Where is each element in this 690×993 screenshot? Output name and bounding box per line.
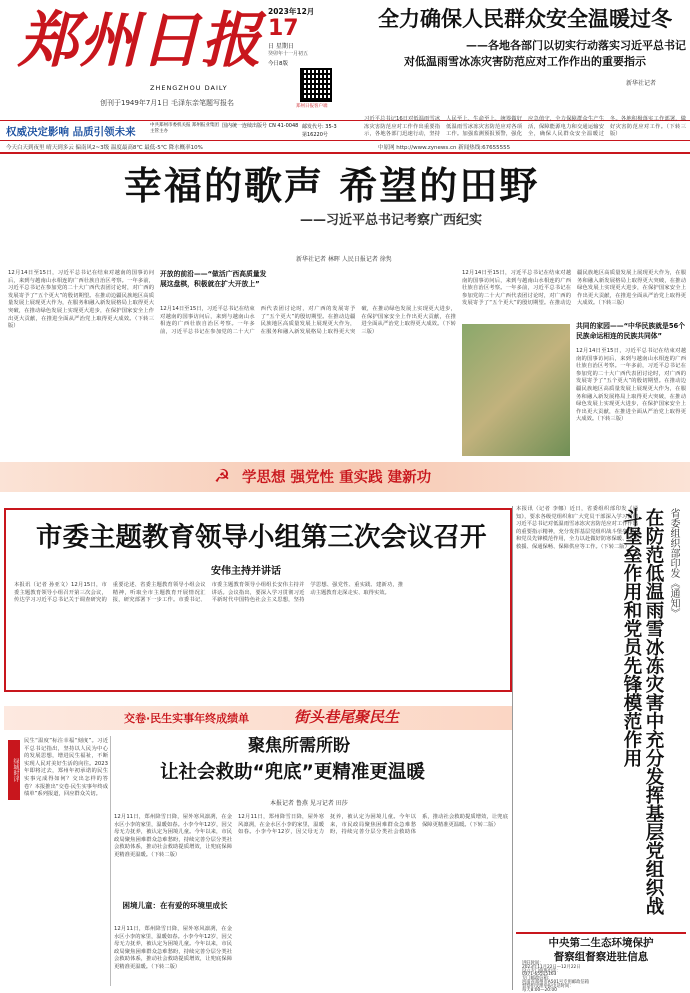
inspection-line-7: 督察组受理举报电话时间：: [522, 983, 574, 989]
feature-photo: [462, 324, 570, 456]
side-comment-kicker: 绿城时评: [8, 740, 20, 800]
divider: [512, 506, 513, 990]
meeting-body: 本报讯（记者 孙亚文）12月15日，市委主题教育领导小组召开第三次会议，传达学习习近平总书记关于调查研究的重要论述、省委主题教育领导小组会议精神，听取全市主题教育开展情况汇报，研究部署下一步工作。市委书记、市委主题教育领导小组组长安伟主持并讲话。会议指出，要深入学习贯彻习近平新时代中国特色社会主义思想，坚持学思想、强党性、重实践、建新功，推动主题教育走深走实、取得实效。: [14, 582, 404, 604]
lead-headline: 全力确保人民群众安全温暖过冬: [378, 7, 672, 31]
livelihood-body-1: 12月11日，郑州降雪日降，屋外寒风凛冽，在金水区小李的家里，温暖如春。小李今年12岁，因父母无力抚养，被认定为困境儿童。今年以来，市民政局聚焦困难群众急难愁盼，持续完善分层分类社会救助体系，推动社会救助提质增效，让兜底保障更精准更温暖。（下转二版）: [114, 814, 232, 858]
qr-code-icon: [300, 68, 332, 102]
feature-body-right-top: 12月14日至15日，习近平总书记在结束对越南的国事访问后，来到与越南山水相连的广西壮族自治区考察。一年多前，习近平总书记在参加党的二十大广西代表团讨论时，对广西的发展寄予了“五个更大”的殷切期望。在推动边疆民族地区高质量发展上展现更大作为，在服务和融入新发展格局上取得更大突破，在推动绿色发展上实现更大进步，在保护国家安全上作出更大贡献，在推进全面从严治党上取得更大成效。（下转三版）: [462, 270, 686, 307]
meeting-story: [4, 508, 512, 692]
lead-body: 习近平总书记16日对低温雨雪冰冻灾害防范应对工作作出重要指示，各地各部门迅速行动，坚持人民至上、生命至上，统筹做好低温雨雪冰冻灾害防范应对各项工作。加强监测预报预警，强化应急值守，全力保障群众生产生活，保障能源电力和交通运输安全，确保人民群众安全温暖过冬。各地积极落实工作部署，做好灾害防范应对工作。（下转三版）: [364, 116, 686, 138]
inspection-line-3: 设立专门值班电话：: [522, 968, 561, 974]
masthead-founded: 创刊于1949年7月1日 毛泽东亲笔题写报名: [100, 99, 234, 107]
inspection-line-2: 2023年11月22日—12月22日: [522, 964, 581, 970]
masthead-title: 郑州日报: [18, 6, 262, 76]
livelihood-body-3: 12月11日，郑州降雪日降，屋外寒风凛冽，在金水区小李的家里，温暖如春。小李今年12岁，因父母无力抚养，被认定为困境儿童。今年以来，市民政局聚焦困难群众急难愁盼，持续完善分层分类社会救助体系，推动社会救助提质增效，让兜底保障更精准更温暖。（下转二版）: [238, 814, 508, 836]
divider: [110, 736, 111, 986]
feature-subhead: ——习近平总书记考察广西纪实: [300, 213, 483, 228]
inspection-headline-2: 督察组督察进驻信息: [553, 951, 649, 963]
qr-caption: 郑州日报客户端: [296, 104, 328, 109]
theme-banner: [0, 462, 690, 492]
right-col-body: 本报讯（记者 李娜）近日，省委组织部印发《通知》，要求各级党组织和广大党员干部深入学习贯彻习近平总书记对低温雨雪冰冻灾害防范应对工作作出的重要指示精神，充分发挥基层党组织战斗堡垒作用和党员先锋模范作用，全力以赴做好防寒保暖、应急救援、保通保畅、保障供应等工作。（下转二版）: [516, 506, 638, 550]
livelihood-section: 困境儿童：在有爱的环境里成长: [122, 901, 228, 910]
date-day: 17: [268, 16, 299, 41]
feature-headline: 幸福的歌声 希望的田野: [124, 164, 540, 208]
meeting-subhead: 安伟主持并讲话: [211, 566, 281, 577]
inspection-line-6: 河南省郑州市A501号专用邮政信箱: [522, 979, 589, 985]
right-col-kicker: 省委组织部印发《通知》: [668, 508, 679, 618]
inspection-line-1: 进驻时间：: [522, 961, 544, 966]
right-col-headline: 在防范低温雨雪冰冻灾害中充分发挥基层党组织战斗堡垒作用和党员先锋模范作用: [621, 508, 664, 915]
date-lunar: 日 星期日: [268, 43, 294, 50]
livelihood-headline-2: 让社会救助“兜底”更精准更温暖: [160, 762, 425, 783]
party-emblem-icon: ☭: [214, 466, 231, 487]
livelihood-headline-1: 聚焦所需所盼: [248, 736, 350, 756]
page-count: 今日8版: [268, 61, 288, 67]
post-code: 邮发代号: 35-3: [302, 124, 337, 130]
masthead-pinyin: ZHENGZHOU DAILY: [150, 84, 228, 92]
inspection-headline-1: 中央第二生态环境保护: [548, 937, 654, 949]
side-comment-body: 民生“温度”标注幸福“刻度”。习近平总书记指出，坚持以人民为中心的发展思想，增进民生福祉，不断实现人民对美好生活的向往。2023年即将过去，郑州年初承诺的民生实事完成得如何？交出怎样的答卷？本报推出“交卷·民生实事年终成绩单”系列报道，回应群众关切。: [24, 738, 108, 798]
lead-story: [364, 4, 686, 118]
date-lunar2: 癸卯年十一月初五: [268, 51, 309, 57]
lead-subhead-1: ——各地各部门以切实行动落实习近平总书记: [466, 39, 686, 52]
publisher: 中共郑州市委机关报 郑州报业集团主管主办: [150, 123, 219, 134]
livelihood-body-2: 12月11日，郑州降雪日降，屋外寒风凛冽，在金水区小李的家里，温暖如春。小李今年12岁，因父母无力抚养，被认定为困境儿童。今年以来，市民政局聚焦困难群众急难愁盼，持续完善分层分类社会救助体系，推动社会救助提质增效，让兜底保障更精准更温暖。（下转二版）: [114, 926, 232, 970]
feature-section-2: 共同的家园——“中华民族就是56个民族命运相连的民族共同体”: [576, 322, 686, 340]
inspection-info: [522, 962, 686, 992]
banner-text: 学思想 强党性 重实践 建新功: [242, 470, 432, 486]
livelihood-banner-right: 街头巷尾聚民生: [294, 708, 400, 726]
issue-number: 第16220号: [302, 132, 328, 138]
livelihood-banner-left: 交卷·民生实事年终成绩单: [124, 712, 250, 725]
lead-byline: 新华社记者: [625, 80, 656, 87]
livelihood-byline: 本报记者 鲁燕 见习记者 田莎: [270, 800, 348, 807]
livelihood-banner: [4, 706, 512, 730]
meeting-headline: 市委主题教育领导小组第三次会议召开: [36, 522, 487, 553]
inspection-line-4: 0371-65515163: [522, 972, 557, 978]
feature-section-1: 开放的前沿——“做活广西高质量发展这盘棋，积极就在扩大开放上”: [160, 270, 267, 288]
feature-byline: 新华社记者 林晖 人民日报记者 徐隽: [296, 256, 392, 263]
weather-strip: 今天白天到夜里 晴天到多云 偏南风2~3级 温度最高8℃ 最低-5℃ 降水概率10%: [6, 145, 203, 151]
slogan: 权威决定影响 品质引领未来: [6, 126, 136, 138]
date-box: [268, 6, 320, 67]
inspection-line-5: 专门邮政信箱：: [522, 976, 553, 982]
lead-subhead-2: 对低温雨雪冰冻灾害防范应对工作作出的重要指示: [404, 55, 646, 68]
date-year-month: 2023年12月: [268, 7, 315, 16]
feature-body-mid: 12月14日至15日，习近平总书记在结束对越南的国事访问后，来到与越南山水相连的广西壮族自治区考察。一年多前，习近平总书记在参加党的二十大广西代表团讨论时，对广西的发展寄予了“五个更大”的殷切期望。在推动边疆民族地区高质量发展上展现更大作为，在服务和融入新发展格局上取得更大突破，在推动绿色发展上实现更大进步，在保护国家安全上作出更大贡献，在推进全面从严治党上取得更大成效。（下转三版）: [160, 306, 456, 335]
cn-label: 国内统一连续出版号 CN 41-0048: [222, 123, 299, 129]
feature-body-right: 12月14日至15日，习近平总书记在结束对越南的国事访问后，来到与越南山水相连的广西壮族自治区考察。一年多前，习近平总书记在参加党的二十大广西代表团讨论时，对广西的发展寄予了“五个更大”的殷切期望。在推动边疆民族地区高质量发展上展现更大作为，在服务和融入新发展格局上取得更大突破，在推动绿色发展上实现更大进步，在保护国家安全上作出更大贡献，在推进全面从严治党上取得更大成效。（下转三版）: [576, 348, 686, 423]
website: 中原网 http://www.zynews.cn 新闻热线:67655555: [378, 145, 511, 151]
feature-body-left: 12月14日至15日，习近平总书记在结束对越南的国事访问后，来到与越南山水相连的广西壮族自治区考察。一年多前，习近平总书记在参加党的二十大广西代表团讨论时，对广西的发展寄予了“五个更大”的殷切期望。在推动边疆民族地区高质量发展上展现更大作为，在服务和融入新发展格局上取得更大突破，在推动绿色发展上实现更大进步，在保护国家安全上作出更大贡献，在推进全面从严治党上取得更大成效。（下转三版）: [8, 270, 154, 330]
inspection-line-8: 每天8:00—20:00: [522, 987, 557, 993]
